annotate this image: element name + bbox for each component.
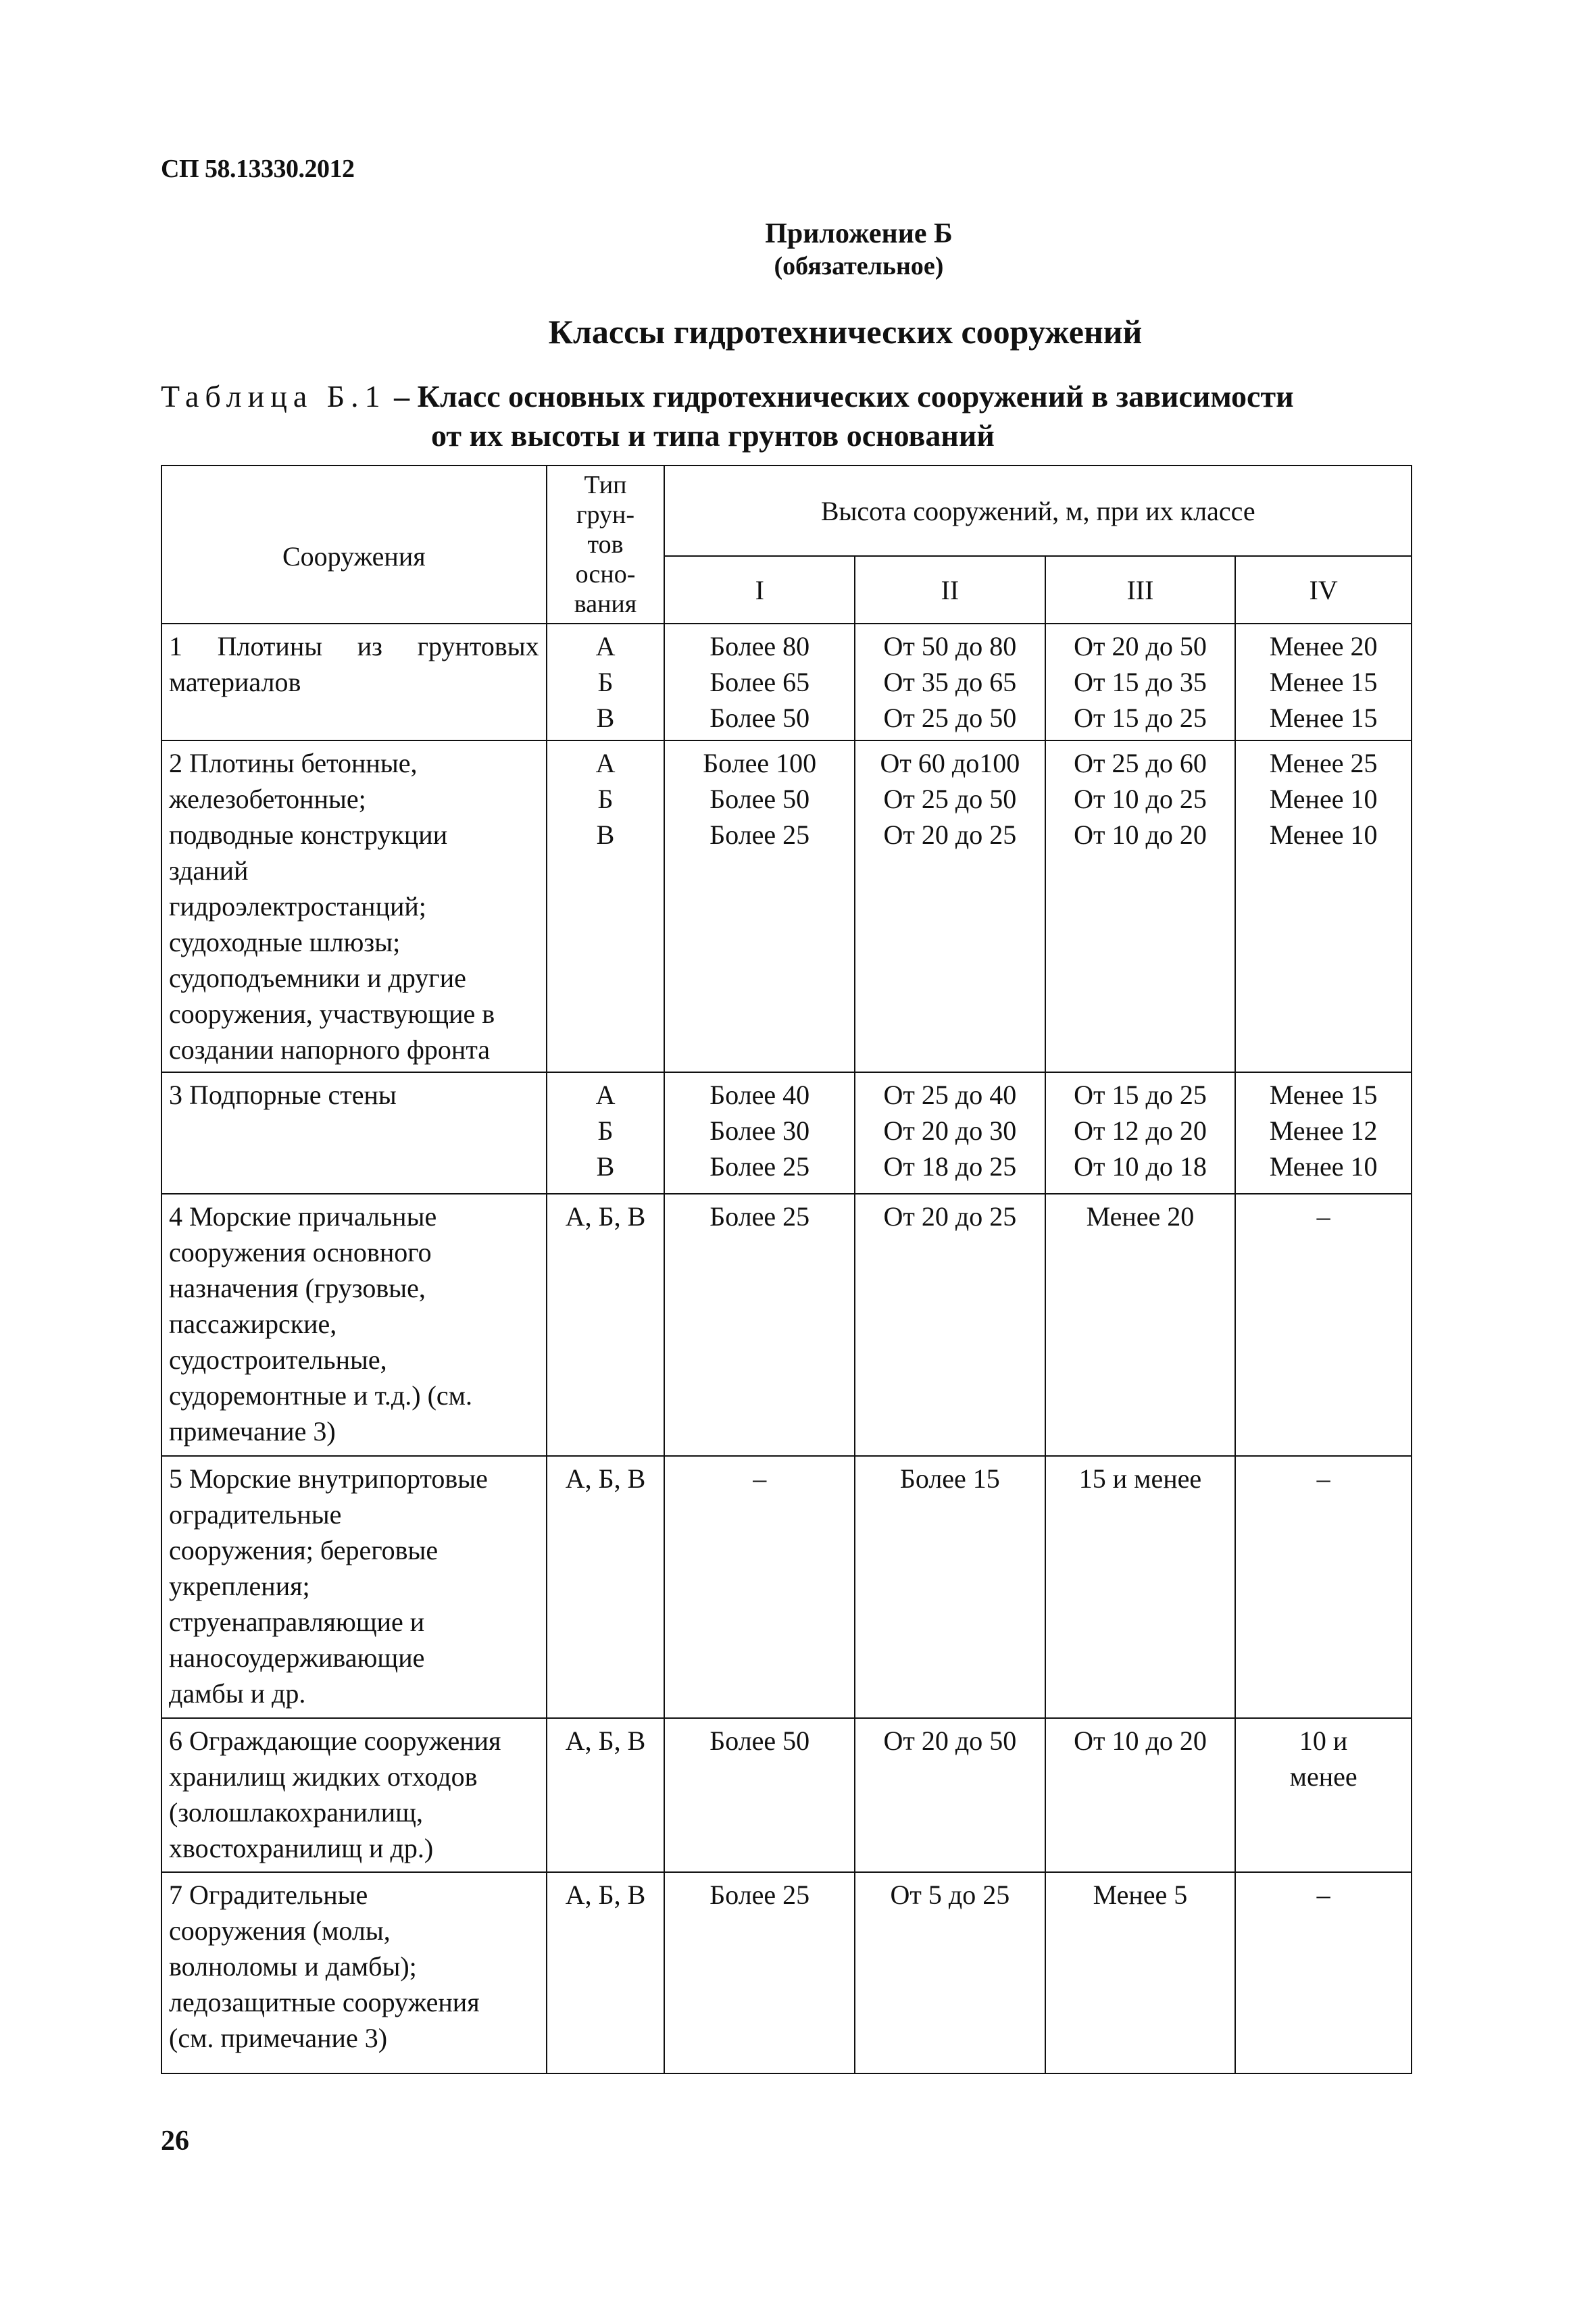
cell-value: От 10 до 25 xyxy=(1074,784,1207,814)
class-4-cell xyxy=(1235,1718,1412,1872)
cell-value: От 35 до 65 xyxy=(883,667,1017,697)
structure-name-line: (см. примечание 3) xyxy=(169,2023,388,2053)
structure-name-cell xyxy=(161,1072,547,1194)
cell-value: Б xyxy=(597,1115,614,1146)
cell-value: От 10 до 20 xyxy=(1074,1726,1207,1756)
structure-name-cell xyxy=(161,1194,547,1456)
cell-value: Более 50 xyxy=(709,784,810,814)
table-row xyxy=(161,1456,1412,1718)
table-row xyxy=(161,740,1412,1072)
structure-name-cell xyxy=(161,1872,547,2073)
cell-value: От 20 до 50 xyxy=(1074,631,1207,661)
structure-name-line: 7 Оградительные xyxy=(169,1880,368,1910)
structure-name-cell xyxy=(161,624,547,740)
structure-name-line: судостроительные, xyxy=(169,1344,387,1375)
class-3-cell xyxy=(1045,740,1236,1072)
structure-name-line: создании напорного фронта xyxy=(169,1034,491,1065)
class-2-cell xyxy=(855,1456,1045,1718)
structure-name-line: железобетонные; xyxy=(169,784,366,814)
structure-name-cell xyxy=(161,1456,547,1718)
structure-name-line: судоподъемники и другие xyxy=(169,963,466,993)
cell-value: Менее 10 xyxy=(1269,1151,1378,1182)
structure-name-line: зданий xyxy=(169,855,249,886)
cell-value: Более 80 xyxy=(709,631,810,661)
class-3-cell xyxy=(1045,1194,1236,1456)
cell-value: В xyxy=(596,820,615,850)
appendix-title: Приложение Б xyxy=(765,218,953,249)
cell-value: От 20 до 25 xyxy=(883,1201,1017,1232)
table-row xyxy=(161,1718,1412,1872)
structure-name-line: хвостохранилищ и др.) xyxy=(169,1833,434,1863)
header-class-4: IV xyxy=(1235,556,1412,624)
structure-name-line: 3 Подпорные стены xyxy=(169,1080,397,1110)
class-1-cell xyxy=(664,624,855,740)
table-header-row xyxy=(161,466,1412,556)
class-1-cell xyxy=(664,1456,855,1718)
cell-value: От 10 до 20 xyxy=(1074,820,1207,850)
header-structures: Сооружения xyxy=(161,466,547,624)
structure-name-line: примечание 3) xyxy=(169,1416,336,1447)
structure-name-line: пассажирские, xyxy=(169,1309,337,1339)
cell-value: А, Б, В xyxy=(565,1463,646,1494)
cell-value: Менее 10 xyxy=(1269,820,1378,850)
cell-value: А, Б, В xyxy=(565,1201,646,1232)
class-4-cell xyxy=(1235,624,1412,740)
cell-value: – xyxy=(1316,1201,1330,1232)
cell-value: Более 65 xyxy=(709,667,810,697)
structure-name-line: 4 Морские причальные xyxy=(169,1201,437,1232)
cell-value: От 60 до100 xyxy=(880,748,1020,778)
cell-value: Менее 20 xyxy=(1086,1201,1195,1232)
class-3-cell xyxy=(1045,624,1236,740)
structure-name-line: оградительные xyxy=(169,1499,342,1530)
cell-value: Менее 15 xyxy=(1269,1080,1378,1110)
header-soil-type: Тип грун- тов осно- вания xyxy=(547,466,665,624)
cell-value: Более 25 xyxy=(709,1201,810,1232)
table-caption-text-continued: от их высоты и типа грунтов оснований xyxy=(431,418,995,453)
structure-name-line: материалов xyxy=(169,667,301,697)
cell-value: А xyxy=(595,631,616,661)
cell-value: От 15 до 25 xyxy=(1074,1080,1207,1110)
cell-value: От 25 до 50 xyxy=(883,784,1017,814)
structure-name-line: укрепления; xyxy=(169,1571,310,1601)
structure-name-line: струенаправляющие и xyxy=(169,1607,425,1637)
structure-name-line: дамбы и др. xyxy=(169,1678,306,1709)
cell-value: А xyxy=(595,748,616,778)
class-3-cell xyxy=(1045,1718,1236,1872)
cell-value: От 5 до 25 xyxy=(890,1880,1010,1910)
cell-value: Менее 20 xyxy=(1269,631,1378,661)
class-3-cell xyxy=(1045,1872,1236,2073)
structure-name-cell xyxy=(161,1718,547,1872)
cell-value: В xyxy=(596,703,615,733)
class-4-cell xyxy=(1235,1072,1412,1194)
structure-name-line: (золошлакохранилищ, xyxy=(169,1797,423,1828)
cell-value: – xyxy=(1316,1463,1330,1494)
table-row xyxy=(161,1194,1412,1456)
cell-value: А, Б, В xyxy=(565,1880,646,1910)
class-2-cell xyxy=(855,1194,1045,1456)
class-3-cell xyxy=(1045,1072,1236,1194)
structure-name-line: 1 Плотины из грунтовых xyxy=(169,631,539,661)
cell-value: От 12 до 20 xyxy=(1074,1115,1207,1146)
class-4-cell xyxy=(1235,1456,1412,1718)
structure-name-line: 6 Ограждающие сооружения xyxy=(169,1726,501,1756)
soil-type-cell xyxy=(547,1872,665,2073)
class-2-cell xyxy=(855,740,1045,1072)
header-height: Высота сооружений, м, при их классе xyxy=(664,466,1412,556)
structure-name-line: 2 Плотины бетонные, xyxy=(169,748,418,778)
cell-value: От 15 до 35 xyxy=(1074,667,1207,697)
soil-type-cell xyxy=(547,1072,665,1194)
cell-value: Более 15 xyxy=(899,1463,1000,1494)
cell-value: От 20 до 25 xyxy=(883,820,1017,850)
cell-value: От 50 до 80 xyxy=(883,631,1017,661)
cell-value: Б xyxy=(597,784,614,814)
class-4-cell xyxy=(1235,740,1412,1072)
cell-value: Более 30 xyxy=(709,1115,810,1146)
section-title: Классы гидротехнических сооружений xyxy=(548,313,1143,351)
soil-type-cell xyxy=(547,740,665,1072)
table-caption xyxy=(161,377,1445,455)
cell-value: – xyxy=(753,1463,767,1494)
cell-value: От 25 до 60 xyxy=(1074,748,1207,778)
cell-value: От 10 до 18 xyxy=(1074,1151,1207,1182)
class-1-cell xyxy=(664,740,855,1072)
cell-value: Менее 15 xyxy=(1269,703,1378,733)
class-2-cell xyxy=(855,1872,1045,2073)
cell-value: В xyxy=(596,1151,615,1182)
structure-name-line: судоремонтные и т.д.) (см. xyxy=(169,1380,472,1411)
page-number: 26 xyxy=(161,2126,189,2157)
cell-value: От 15 до 25 xyxy=(1074,703,1207,733)
cell-value: От 20 до 50 xyxy=(883,1726,1017,1756)
cell-value: Более 25 xyxy=(709,1151,810,1182)
structure-name-line: подводные конструкции xyxy=(169,820,448,850)
cell-value: Менее 25 xyxy=(1269,748,1378,778)
appendix-subtitle: (обязательное) xyxy=(774,252,944,280)
soil-type-cell xyxy=(547,1194,665,1456)
cell-value: Менее 5 xyxy=(1093,1880,1188,1910)
document-code: СП 58.13330.2012 xyxy=(161,155,355,183)
cell-value: – xyxy=(1316,1880,1330,1910)
cell-value: Более 50 xyxy=(709,1726,810,1756)
class-1-cell xyxy=(664,1718,855,1872)
table-row xyxy=(161,624,1412,740)
class-4-cell xyxy=(1235,1194,1412,1456)
header-class-3: III xyxy=(1045,556,1236,624)
table-caption-label: Таблица Б.1 xyxy=(161,379,386,413)
structure-name-line: наносоудерживающие xyxy=(169,1642,425,1673)
header-class-1: I xyxy=(664,556,855,624)
structure-name-line: сооружения (молы, xyxy=(169,1915,391,1946)
structure-name-line: 5 Морские внутрипортовые xyxy=(169,1463,488,1494)
structure-name-cell xyxy=(161,740,547,1072)
cell-value: 15 и менее xyxy=(1078,1463,1202,1494)
structure-name-line: сооружения; береговые xyxy=(169,1535,439,1565)
table-row xyxy=(161,1072,1412,1194)
cell-value: Более 40 xyxy=(709,1080,810,1110)
cell-value: Более 100 xyxy=(703,748,817,778)
structure-name-line: судоходные шлюзы; xyxy=(169,927,401,957)
cell-value: А, Б, В xyxy=(565,1726,646,1756)
cell-value: От 25 до 40 xyxy=(883,1080,1017,1110)
cell-value: А xyxy=(595,1080,616,1110)
cell-value: Менее 12 xyxy=(1269,1115,1378,1146)
classes-table xyxy=(161,465,1412,2074)
class-2-cell xyxy=(855,1718,1045,1872)
table-row xyxy=(161,1872,1412,2073)
cell-value: 10 и xyxy=(1299,1726,1348,1756)
structure-name-line: гидроэлектростанций; xyxy=(169,891,426,922)
class-1-cell xyxy=(664,1194,855,1456)
table-caption-text: – Класс основных гидротехнических сооружений в зависимости xyxy=(386,379,1294,413)
class-1-cell xyxy=(664,1072,855,1194)
cell-value: От 25 до 50 xyxy=(883,703,1017,733)
class-4-cell xyxy=(1235,1872,1412,2073)
cell-value: менее xyxy=(1289,1761,1357,1792)
structure-name-line: ледозащитные сооружения xyxy=(169,1987,480,2017)
structure-name-line: волноломы и дамбы); xyxy=(169,1951,417,1982)
structure-name-line: назначения (грузовые, xyxy=(169,1273,426,1303)
cell-value: Менее 10 xyxy=(1269,784,1378,814)
structure-name-line: сооружения, участвующие в xyxy=(169,999,495,1029)
cell-value: От 20 до 30 xyxy=(883,1115,1017,1146)
cell-value: От 18 до 25 xyxy=(883,1151,1017,1182)
cell-value: Более 50 xyxy=(709,703,810,733)
soil-type-cell xyxy=(547,624,665,740)
structure-name-line: сооружения основного xyxy=(169,1237,432,1267)
header-class-2: II xyxy=(855,556,1045,624)
class-1-cell xyxy=(664,1872,855,2073)
soil-type-cell xyxy=(547,1718,665,1872)
class-2-cell xyxy=(855,624,1045,740)
structure-name-line: хранилищ жидких отходов xyxy=(169,1761,478,1792)
cell-value: Менее 15 xyxy=(1269,667,1378,697)
soil-type-cell xyxy=(547,1456,665,1718)
class-2-cell xyxy=(855,1072,1045,1194)
cell-value: Более 25 xyxy=(709,820,810,850)
cell-value: Б xyxy=(597,667,614,697)
cell-value: Более 25 xyxy=(709,1880,810,1910)
class-3-cell xyxy=(1045,1456,1236,1718)
